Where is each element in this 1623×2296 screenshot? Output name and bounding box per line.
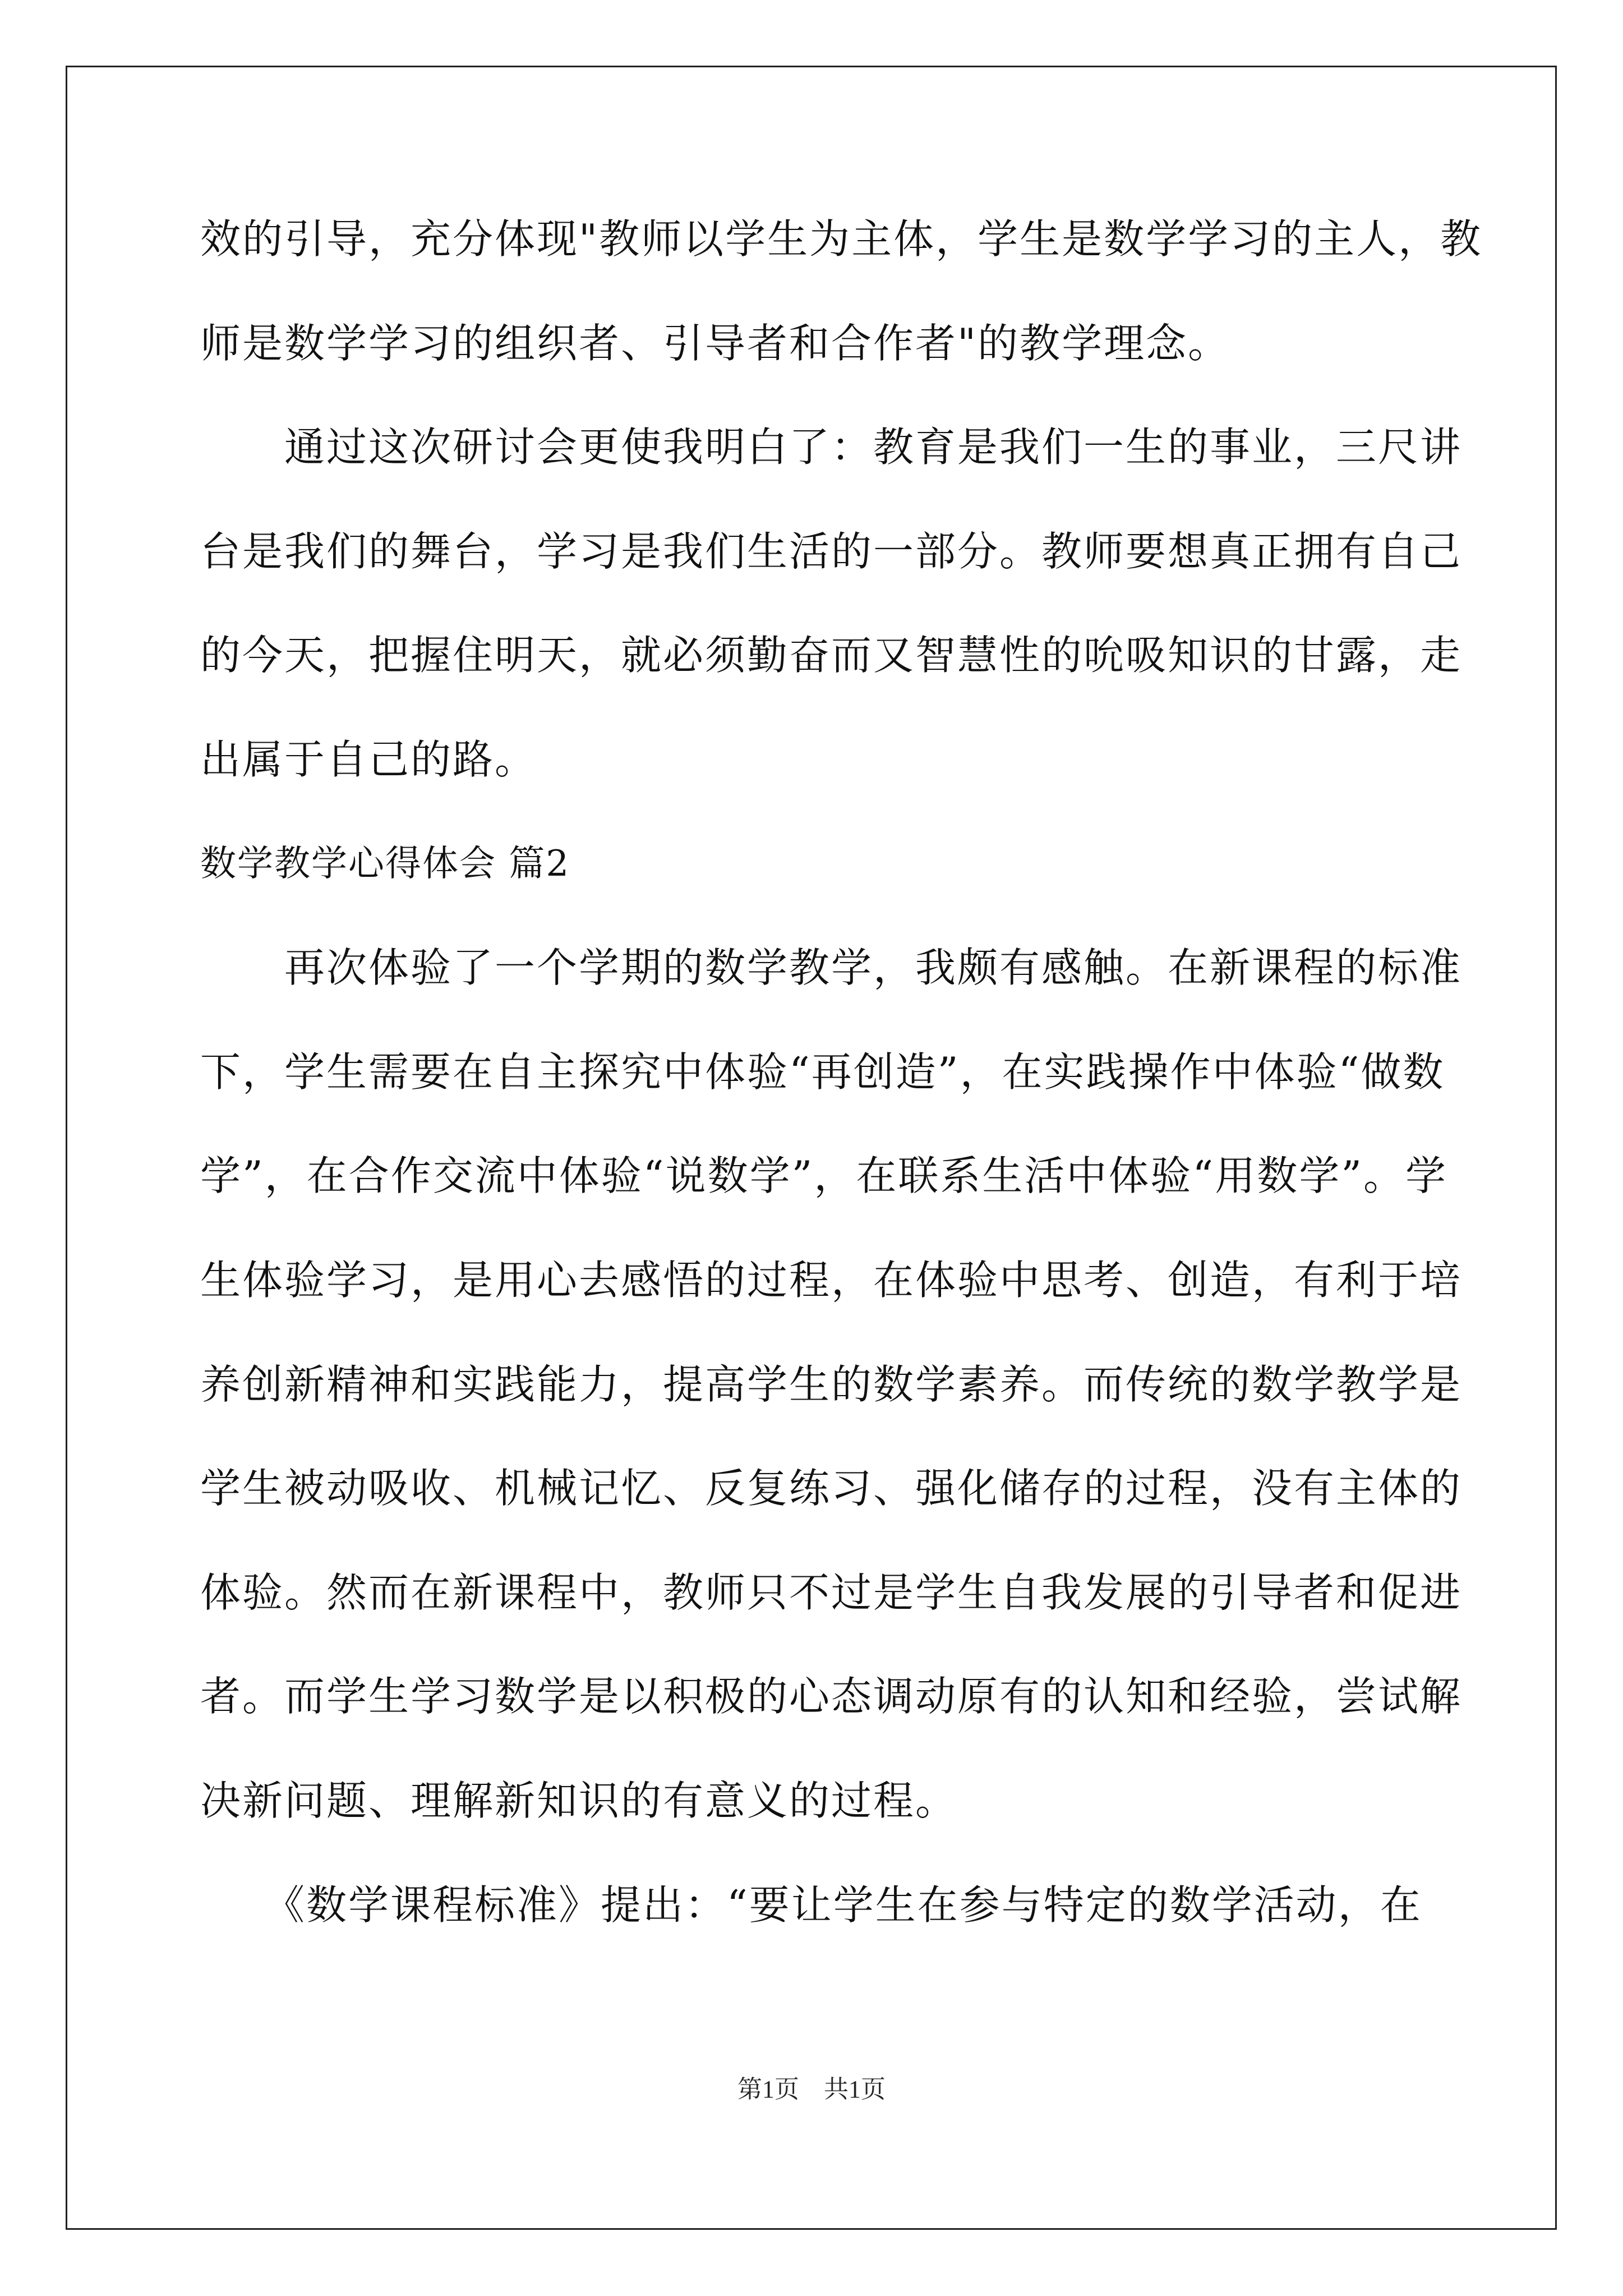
body-line: 台是我们的舞台，学习是我们生活的一部分。教师要想真正拥有自己	[200, 527, 1463, 575]
body-line: 再次体验了一个学期的数学教学，我颇有感触。在新课程的标准	[200, 944, 1463, 992]
body-line: 下，学生需要在自主探究中体验“再创造”，在实践操作中体验“做数	[200, 1048, 1445, 1096]
body-line: 决新问题、理解新知识的有意义的过程。	[200, 1777, 958, 1824]
body-line: 者。而学生学习数学是以积极的心态调动原有的认知和经验，尝试解	[200, 1673, 1463, 1720]
body-line: 出属于自己的路。	[200, 735, 537, 783]
body-line: 养创新精神和实践能力，提高学生的数学素养。而传统的数学教学是	[200, 1360, 1463, 1408]
body-line: 《数学课程标准》提出：“要让学生在参与特定的数学活动，在	[200, 1881, 1422, 1929]
body-line: 效的引导，充分体现"教师以学生为主体，学生是数学学习的主人，教	[200, 215, 1483, 263]
body-line: 体验。然而在新课程中，教师只不过是学生自我发展的引导者和促进	[200, 1568, 1463, 1616]
document-body	[200, 215, 1483, 1989]
body-line: 学”，在合作交流中体验“说数学”，在联系生活中体验“用数学”。学	[200, 1152, 1448, 1200]
body-line: 学生被动吸收、机械记忆、反复练习、强化储存的过程，没有主体的	[200, 1465, 1463, 1512]
body-line: 师是数学学习的组织者、引导者和合作者"的教学理念。	[200, 319, 1230, 367]
section-heading: 数学教学心得体会 篇2	[200, 843, 570, 885]
page-number-footer: 第1页 共1页	[737, 2076, 886, 2103]
body-line: 的今天，把握住明天，就必须勤奋而又智慧性的吮吸知识的甘露，走	[200, 632, 1463, 679]
body-line: 生体验学习，是用心去感悟的过程，在体验中思考、创造，有利于培	[200, 1256, 1463, 1304]
body-line: 通过这次研讨会更使我明白了：教育是我们一生的事业，三尺讲	[200, 424, 1463, 471]
